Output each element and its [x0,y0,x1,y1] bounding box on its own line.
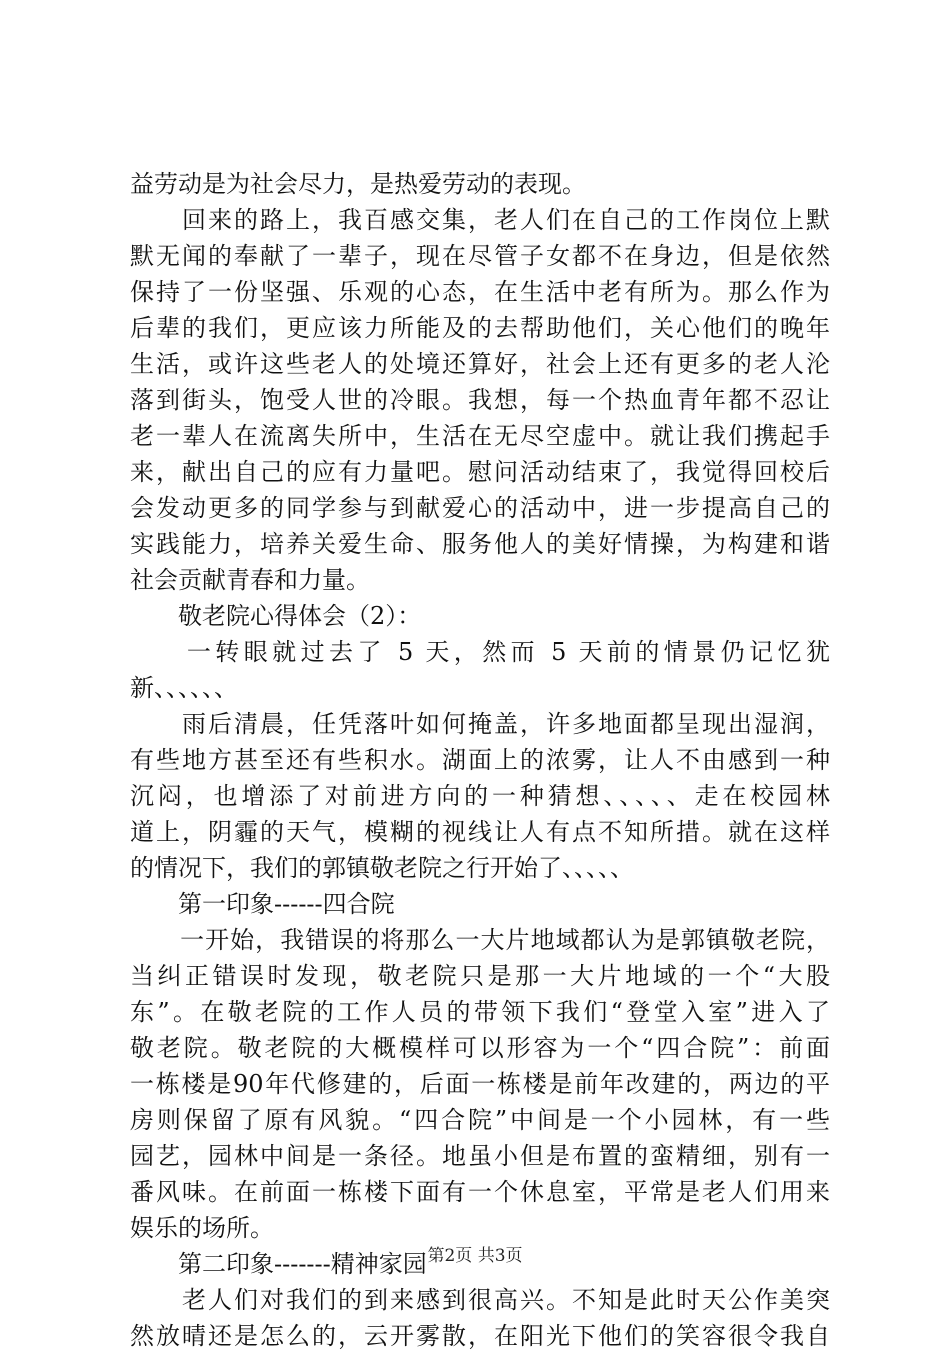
text-line: 敬老院心得体会（2）： [130,602,422,630]
document-body [130,166,830,1354]
text-line: 娱乐的场所。 [130,1214,274,1242]
text-line: 一开始，我错误的将那么一大片地域都认为是郭镇敬老院， [130,926,830,954]
text-line: 沉闷，也增添了对前进方向的一种猜想、、、、、走在校园林 [130,782,830,810]
text-line: 番风味。在前面一栋楼下面有一个休息室，平常是老人们用来 [130,1178,830,1206]
text-line: 东”。在敬老院的工作人员的带领下我们“登堂入室”进入了 [130,998,830,1026]
text-line: 第二印象-------精神家园 [130,1250,427,1278]
text-line: 园艺，园林中间是一条径。地虽小但是布置的蛮精细，别有一 [130,1142,830,1170]
text-line: 道上，阴霾的天气，模糊的视线让人有点不知所措。就在这样 [130,818,830,846]
text-line: 然放晴还是怎么的，云开雾散，在阳光下他们的笑容很令我自 [130,1322,830,1350]
text-line: 后辈的我们，更应该力所能及的去帮助他们，关心他们的晚年 [130,314,830,342]
page-footer: 第2页 共3页 [427,1246,523,1266]
text-line: 落到街头，饱受人世的冷眼。我想，每一个热血青年都不忍让 [130,386,830,414]
text-line: 雨后清晨，任凭落叶如何掩盖，许多地面都呈现出湿润， [130,710,830,738]
text-line: 一转眼就过去了 5 天，然而 5 天前的情景仍记忆犹 [130,638,830,666]
text-line: 生活，或许这些老人的处境还算好，社会上还有更多的老人沦 [130,350,830,378]
text-line: 保持了一份坚强、乐观的心态，在生活中老有所为。那么作为 [130,278,830,306]
text-line: 老人们对我们的到来感到很高兴。不知是此时天公作美突 [130,1286,830,1314]
text-line: 有些地方甚至还有些积水。湖面上的浓雾，让人不由感到一种 [130,746,830,774]
text-line: 实践能力，培养关爱生命、服务他人的美好情操，为构建和谐 [130,530,830,558]
text-line: 回来的路上，我百感交集，老人们在自己的工作岗位上默 [130,206,830,234]
text-line: 敬老院。敬老院的大概模样可以形容为一个“四合院”：前面 [130,1034,830,1062]
text-line: 社会贡献青春和力量。 [130,566,370,594]
text-line: 会发动更多的同学参与到献爱心的活动中，进一步提高自己的 [130,494,830,522]
text-line: 来，献出自己的应有力量吧。慰问活动结束了，我觉得回校后 [130,458,830,486]
text-line: 一栋楼是90年代修建的，后面一栋楼是前年改建的，两边的平 [130,1070,830,1098]
text-line: 的情况下，我们的郭镇敬老院之行开始了、、、、、 [130,854,634,882]
text-line: 新、、、、、、 [130,674,238,702]
text-line: 默无闻的奉献了一辈子，现在尽管子女都不在身边，但是依然 [130,242,830,270]
text-line: 当纠正错误时发现，敬老院只是那一大片地域的一个“大股 [130,962,830,990]
text-line: 益劳动是为社会尽力，是热爱劳动的表现。 [130,170,586,198]
text-line: 老一辈人在流离失所中，生活在无尽空虚中。就让我们携起手 [130,422,830,450]
text-line: 第一印象------四合院 [130,890,395,918]
text-line: 房则保留了原有风貌。“四合院”中间是一个小园林，有一些 [130,1106,830,1134]
